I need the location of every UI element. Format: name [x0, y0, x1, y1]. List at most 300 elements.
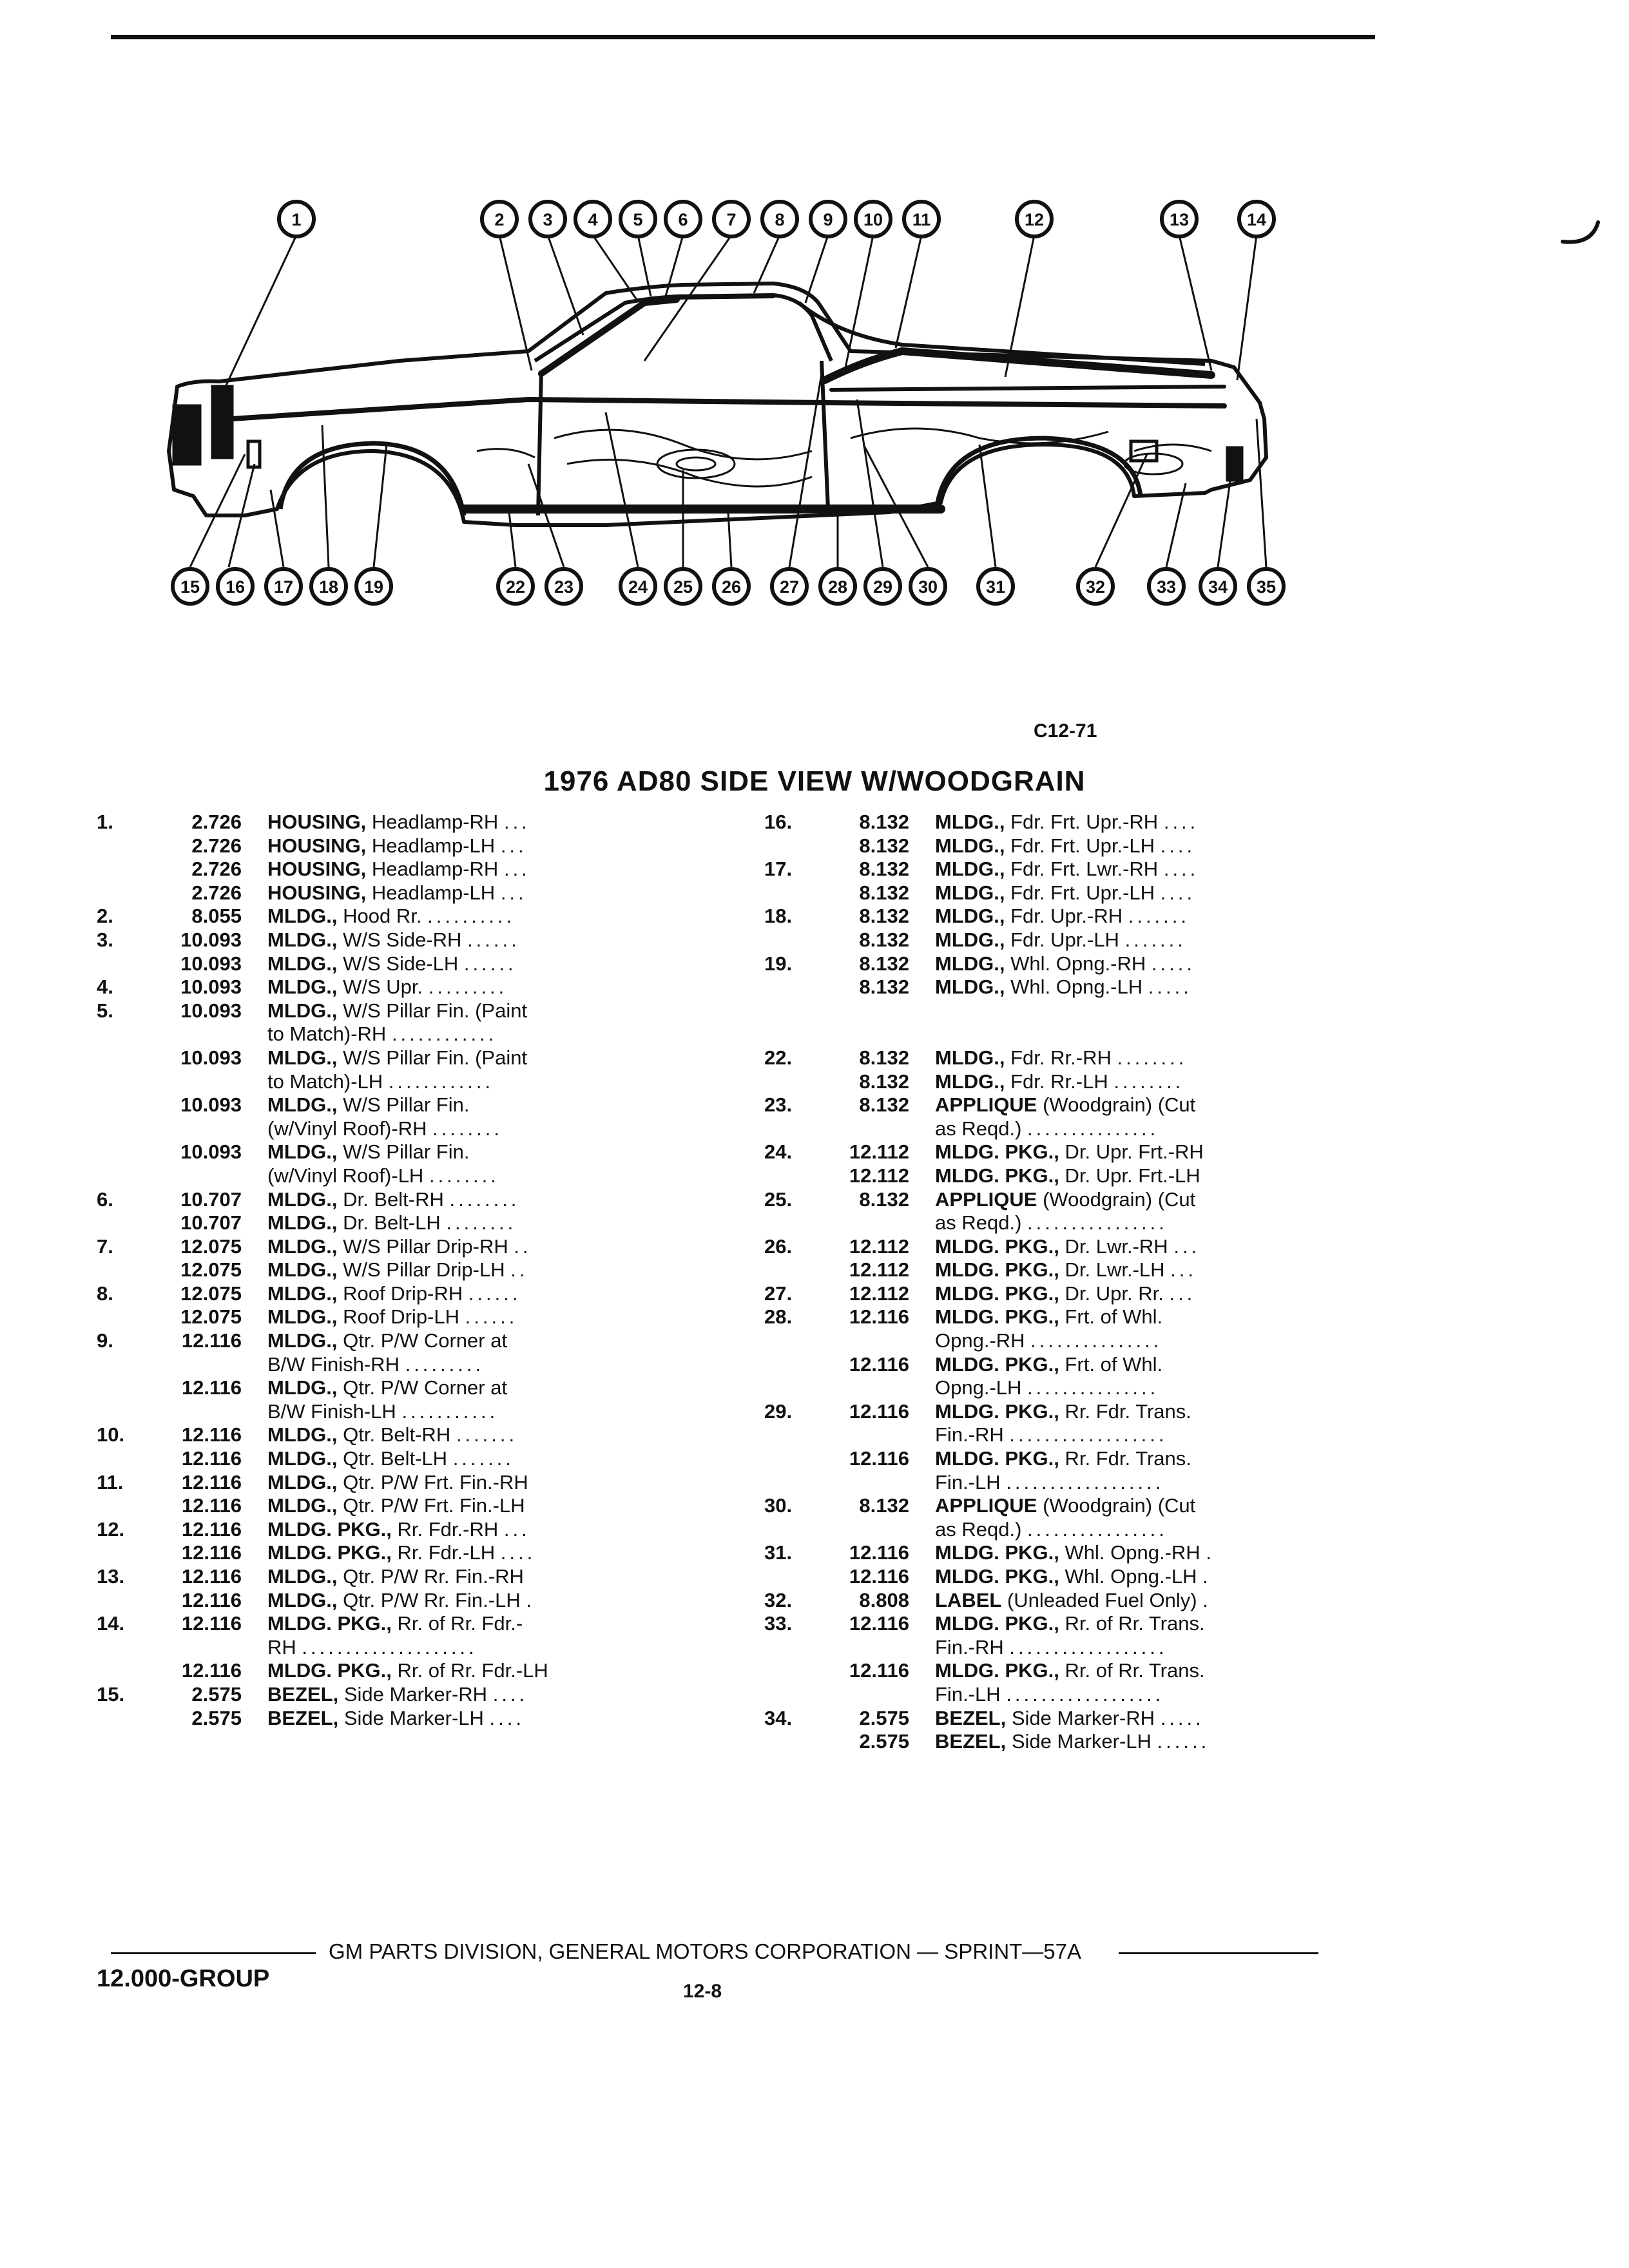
leader-dots: ..	[514, 1235, 532, 1258]
group-number: 12.112	[849, 1164, 909, 1187]
part-detail: Dr. Upr. Frt.-LH	[1065, 1164, 1200, 1187]
group-number: 12.116	[181, 1447, 242, 1470]
callout-8[interactable]	[762, 202, 797, 236]
svg-text:5: 5	[633, 210, 643, 229]
svg-text:30: 30	[918, 577, 938, 597]
group-number: 12.112	[849, 1235, 909, 1258]
part-detail: Qtr. P/W Frt. Fin.-RH	[343, 1470, 528, 1494]
part-detail: Rr. of Rr. Trans.	[1065, 1612, 1205, 1635]
part-detail: Qtr. P/W Frt. Fin.-LH	[343, 1494, 525, 1517]
part-description	[267, 1423, 517, 1447]
group-number: 12.116	[181, 1659, 242, 1682]
part-name: BEZEL,	[267, 1682, 339, 1706]
part-detail: (Unleaded Fuel Only)	[1007, 1588, 1197, 1611]
part-detail: Headlamp-LH	[371, 834, 496, 857]
part-name: MLDG. PKG.,	[267, 1517, 392, 1541]
part-description	[267, 1282, 521, 1306]
car-side-view-diagram	[0, 0, 1629, 644]
leader-dots: .	[1202, 1565, 1211, 1588]
part-description	[935, 1329, 1162, 1353]
group-number: 10.093	[180, 975, 242, 999]
part-detail: Fin.-RH	[935, 1423, 1004, 1446]
svg-text:27: 27	[779, 577, 800, 597]
part-detail: Headlamp-RH	[371, 811, 499, 833]
part-detail: Fdr. Upr.-LH	[1010, 928, 1119, 951]
group-number: 12.116	[181, 1494, 242, 1517]
svg-text:12: 12	[1024, 210, 1045, 229]
group-number: 12.116	[181, 1541, 242, 1564]
part-description	[935, 952, 1195, 976]
callout-18[interactable]	[311, 569, 346, 604]
part-detail: W/S Pillar Fin. (Paint	[343, 999, 528, 1022]
leader-dots: ....................	[302, 1635, 477, 1658]
part-detail: Frt. of Whl.	[1065, 1352, 1163, 1376]
group-number: 12.116	[849, 1659, 909, 1682]
part-detail: as Reqd.)	[935, 1211, 1022, 1235]
part-description	[267, 1707, 525, 1731]
ref-number: 9.	[97, 1329, 113, 1352]
part-description	[267, 1683, 528, 1707]
callout-17[interactable]	[266, 569, 301, 604]
group-number: 12.116	[181, 1612, 242, 1635]
part-name: APPLIQUE	[935, 1187, 1037, 1211]
callout-1[interactable]	[279, 202, 314, 236]
leader-dots: .......	[452, 1447, 514, 1470]
group-number: 2.575	[859, 1706, 909, 1729]
svg-text:9: 9	[823, 210, 833, 229]
callout-6[interactable]	[666, 202, 700, 236]
part-name: MLDG.,	[935, 952, 1005, 975]
part-description	[267, 1518, 530, 1542]
callout-24[interactable]	[621, 569, 655, 604]
woodgrain-pattern	[477, 428, 1211, 486]
group-number: 8.132	[859, 905, 909, 928]
footer-group: 12.000-GROUP	[97, 1965, 270, 1992]
part-name: MLDG. PKG.,	[267, 1612, 392, 1635]
callout-33[interactable]	[1149, 569, 1184, 604]
leader-dots: ...	[500, 834, 527, 857]
part-detail: Opng.-RH	[935, 1329, 1025, 1352]
svg-text:31: 31	[985, 577, 1006, 597]
callout-16[interactable]	[218, 569, 253, 604]
callout-13[interactable]	[1162, 202, 1197, 236]
part-name: HOUSING,	[267, 881, 367, 904]
page-number: 12-8	[683, 1981, 722, 2002]
group-number: 8.132	[859, 1494, 909, 1517]
part-detail: to Match)-LH	[267, 1070, 383, 1093]
group-number: 12.116	[849, 1612, 909, 1635]
ref-number: 18.	[764, 905, 793, 928]
callout-22[interactable]	[498, 569, 533, 604]
leader-dots: .......	[456, 1423, 518, 1446]
callout-25[interactable]	[666, 569, 700, 604]
part-name: HOUSING,	[267, 858, 367, 881]
ref-number: 2.	[97, 905, 113, 928]
leader-dots: ..................	[1006, 1682, 1164, 1706]
callout-2[interactable]	[482, 202, 517, 236]
part-description	[935, 1282, 1195, 1306]
callout-14[interactable]	[1239, 202, 1274, 236]
part-name: MLDG.,	[267, 1588, 338, 1611]
leader-dots: .........	[428, 975, 508, 999]
ref-number: 13.	[97, 1565, 125, 1588]
part-name: MLDG.,	[267, 1470, 338, 1494]
part-detail: Whl. Opng.-LH	[1065, 1565, 1197, 1588]
group-number: 2.575	[859, 1730, 909, 1753]
callout-23[interactable]	[546, 569, 581, 604]
callout-11[interactable]	[904, 202, 939, 236]
callout-10[interactable]	[856, 202, 891, 236]
part-detail: Roof Drip-RH	[343, 1282, 463, 1305]
leader-dots: ...	[1169, 1282, 1196, 1305]
part-description	[267, 1258, 528, 1282]
part-description	[267, 1541, 535, 1565]
part-detail: Whl. Opng.-RH	[1065, 1541, 1200, 1564]
svg-text:10: 10	[863, 210, 883, 229]
part-description	[935, 1305, 1162, 1329]
part-description	[267, 1447, 514, 1471]
part-description	[267, 1659, 548, 1683]
part-detail: (Woodgrain) (Cut	[1043, 1093, 1196, 1117]
part-description	[935, 1636, 1167, 1660]
part-description	[267, 1589, 535, 1613]
leader-dots: ........	[1113, 1070, 1184, 1093]
callout-34[interactable]	[1200, 569, 1235, 604]
leader-dots: .....	[1160, 1706, 1204, 1729]
svg-text:1: 1	[291, 210, 302, 229]
part-description	[267, 1023, 497, 1046]
group-number: 2.726	[191, 881, 242, 904]
leader-dots: ................	[1027, 1211, 1168, 1235]
part-detail: W/S Pillar Drip-RH	[343, 1235, 508, 1258]
part-name: MLDG.,	[267, 999, 338, 1022]
callout-27[interactable]	[772, 569, 807, 604]
part-detail: to Match)-RH	[267, 1023, 387, 1046]
part-detail: Fdr. Rr.-LH	[1010, 1070, 1108, 1093]
group-number: 8.132	[859, 858, 909, 881]
part-description	[935, 834, 1195, 858]
part-description	[935, 1659, 1205, 1683]
part-name: MLDG.,	[267, 928, 338, 951]
group-number: 10.093	[180, 1046, 242, 1069]
part-detail: Fin.-LH	[935, 1470, 1001, 1494]
callout-5[interactable]	[621, 202, 655, 236]
part-detail: Dr. Lwr.-LH	[1065, 1258, 1165, 1282]
leader-dots: ........	[1117, 1046, 1188, 1069]
part-description	[267, 1400, 498, 1424]
part-name: MLDG.,	[267, 1494, 338, 1517]
part-detail: Rr. of Rr. Trans.	[1065, 1659, 1205, 1682]
group-number: 10.707	[180, 1187, 242, 1211]
group-number: 10.707	[180, 1211, 242, 1235]
callout-32[interactable]	[1078, 569, 1113, 604]
svg-text:25: 25	[673, 577, 693, 597]
group-number: 12.112	[849, 1140, 909, 1164]
part-detail: Qtr. Belt-LH	[343, 1447, 448, 1470]
footer-rule-left	[111, 1952, 316, 1954]
part-detail: Rr. Fdr.-LH	[397, 1541, 496, 1564]
part-name: MLDG.,	[935, 905, 1005, 928]
part-description	[267, 1046, 527, 1070]
part-description	[267, 1471, 528, 1495]
ref-number: 11.	[97, 1470, 124, 1494]
leader-dots: ..........	[427, 905, 516, 928]
group-number: 8.132	[859, 1046, 909, 1069]
part-name: MLDG.,	[935, 1070, 1005, 1093]
group-number: 8.132	[859, 952, 909, 975]
svg-text:2: 2	[494, 210, 505, 229]
page-title: 1976 AD80 SIDE VIEW W/WOODGRAIN	[543, 765, 1086, 797]
part-description	[935, 1518, 1168, 1542]
part-name: MLDG.,	[267, 975, 338, 999]
ref-number: 34.	[764, 1706, 793, 1729]
leader-dots: ...............	[1027, 1117, 1159, 1140]
part-detail: W/S Pillar Fin.	[343, 1093, 470, 1117]
leader-dots: ...	[503, 811, 530, 833]
part-detail: RH	[267, 1635, 296, 1658]
part-detail: Whl. Opng.-LH	[1010, 975, 1143, 999]
group-number: 8.808	[859, 1588, 909, 1611]
svg-text:32: 32	[1085, 577, 1106, 597]
part-description	[935, 928, 1186, 952]
group-number: 10.093	[180, 1093, 242, 1117]
part-description	[267, 1235, 532, 1259]
leader-dots: .........	[405, 1352, 485, 1376]
part-description	[267, 811, 530, 834]
leader-dots: ....	[492, 1682, 528, 1706]
part-description	[267, 1093, 469, 1117]
group-number: 10.093	[180, 928, 242, 951]
part-description	[267, 1305, 517, 1329]
svg-text:22: 22	[505, 577, 526, 597]
svg-text:34: 34	[1208, 577, 1228, 597]
part-name: MLDG.,	[267, 1423, 338, 1446]
part-description	[935, 1423, 1167, 1447]
part-description	[935, 811, 1199, 834]
callout-9[interactable]	[811, 202, 845, 236]
part-name: MLDG.,	[267, 1235, 338, 1258]
part-detail: Side Marker-LH	[1011, 1730, 1152, 1753]
part-description	[935, 1376, 1159, 1400]
ref-number: 31.	[764, 1541, 793, 1564]
callout-4[interactable]	[575, 202, 610, 236]
group-number: 2.575	[191, 1706, 242, 1729]
ref-number: 29.	[764, 1399, 793, 1423]
part-detail: (Woodgrain) (Cut	[1043, 1494, 1196, 1517]
part-description	[267, 1636, 477, 1660]
part-description	[935, 1471, 1164, 1495]
part-detail: Qtr. P/W Corner at	[343, 1376, 508, 1399]
leader-dots: ...............	[1030, 1329, 1162, 1352]
leader-dots: ...	[503, 858, 530, 881]
part-name: MLDG.,	[935, 928, 1005, 951]
leader-dots: ........	[432, 1117, 503, 1140]
leader-dots: ......	[468, 1282, 521, 1305]
part-name: MLDG.,	[267, 1187, 338, 1211]
moldings	[232, 296, 1224, 509]
part-description	[935, 1211, 1168, 1235]
part-description	[935, 1447, 1191, 1471]
svg-text:23: 23	[554, 577, 574, 597]
callout-3[interactable]	[530, 202, 565, 236]
callout-28[interactable]	[820, 569, 855, 604]
group-number: 12.116	[181, 1517, 242, 1541]
leader-dots: ......	[1157, 1730, 1210, 1753]
part-name: APPLIQUE	[935, 1093, 1037, 1117]
part-detail: Fin.-LH	[935, 1682, 1001, 1706]
part-description	[267, 1565, 524, 1589]
ref-number: 32.	[764, 1588, 793, 1611]
part-description	[935, 1589, 1211, 1613]
callout-29[interactable]	[865, 569, 900, 604]
part-detail: W/S Pillar Fin. (Paint	[343, 1046, 528, 1069]
part-name: MLDG. PKG.,	[267, 1541, 392, 1564]
part-name: MLDG. PKG.,	[935, 1140, 1059, 1164]
group-number: 12.075	[180, 1282, 242, 1305]
svg-text:29: 29	[872, 577, 893, 597]
part-description	[935, 1707, 1204, 1731]
part-name: BEZEL,	[267, 1706, 339, 1729]
part-name: MLDG. PKG.,	[935, 1399, 1059, 1423]
part-detail: Qtr. P/W Corner at	[343, 1329, 508, 1352]
ref-number: 12.	[97, 1517, 125, 1541]
leader-dots: ..................	[1009, 1423, 1168, 1446]
part-detail: Fdr. Frt. Upr.-RH	[1010, 811, 1159, 833]
leader-dots: .....	[1148, 975, 1192, 999]
part-name: HOUSING,	[267, 811, 367, 833]
part-detail: Rr. Fdr.-RH	[397, 1517, 499, 1541]
part-name: MLDG. PKG.,	[267, 1659, 392, 1682]
leader-dots: ...	[1170, 1258, 1197, 1282]
callout-19[interactable]	[356, 569, 391, 604]
leader-dots: ......	[463, 952, 517, 975]
part-description	[935, 1093, 1195, 1117]
part-description	[935, 905, 1190, 928]
group-number: 12.112	[849, 1258, 909, 1282]
svg-text:18: 18	[318, 577, 339, 597]
part-description	[935, 1683, 1164, 1707]
svg-text:3: 3	[543, 210, 553, 229]
group-number: 10.093	[180, 952, 242, 975]
part-name: MLDG. PKG.,	[935, 1447, 1059, 1470]
callout-31[interactable]	[978, 569, 1013, 604]
group-number: 12.116	[181, 1376, 242, 1399]
part-detail: Whl. Opng.-RH	[1010, 952, 1146, 975]
group-number: 12.116	[849, 1447, 909, 1470]
leader-dots: .......	[1124, 928, 1186, 951]
part-description	[267, 858, 530, 881]
part-name: APPLIQUE	[935, 1494, 1037, 1517]
ref-number: 28.	[764, 1305, 793, 1329]
callout-30[interactable]	[911, 569, 945, 604]
group-number: 2.575	[191, 1682, 242, 1706]
part-name: MLDG. PKG.,	[935, 1612, 1059, 1635]
svg-text:16: 16	[225, 577, 246, 597]
part-description	[935, 1164, 1200, 1188]
group-number: 10.093	[180, 999, 242, 1022]
part-name: MLDG. PKG.,	[935, 1541, 1059, 1564]
part-name: BEZEL,	[935, 1730, 1007, 1753]
group-number: 8.132	[859, 975, 909, 999]
part-detail: Rr. of Rr. Fdr.-LH	[397, 1659, 548, 1682]
leader-dots: .	[526, 1588, 535, 1611]
leader-dots: ....	[1160, 834, 1196, 857]
ref-number: 16.	[764, 811, 793, 833]
part-name: MLDG.,	[935, 881, 1005, 904]
leader-dots: ...	[503, 1517, 530, 1541]
part-detail: Opng.-LH	[935, 1376, 1022, 1399]
part-detail: as Reqd.)	[935, 1117, 1022, 1140]
part-name: MLDG.,	[935, 975, 1005, 999]
group-number: 12.116	[849, 1352, 909, 1376]
leader-dots: ............	[391, 1023, 497, 1046]
part-detail: Qtr. P/W Rr. Fin.-LH	[343, 1588, 521, 1611]
part-detail: W/S Side-RH	[343, 928, 462, 951]
part-detail: Rr. of Rr. Fdr.-	[397, 1612, 523, 1635]
part-description	[935, 881, 1195, 905]
callout-12[interactable]	[1017, 202, 1052, 236]
svg-text:4: 4	[588, 210, 598, 229]
leader-dots: ....	[1163, 858, 1199, 881]
ref-number: 5.	[97, 999, 113, 1022]
part-detail: Side Marker-RH	[1011, 1706, 1155, 1729]
leader-dots: ...	[500, 881, 527, 904]
ref-number: 17.	[764, 858, 793, 881]
part-detail: Frt. of Whl.	[1065, 1305, 1163, 1329]
part-name: MLDG.,	[267, 1305, 338, 1329]
svg-text:14: 14	[1246, 210, 1267, 229]
part-detail: Side Marker-LH	[343, 1706, 484, 1729]
group-number: 2.726	[191, 834, 242, 857]
part-name: MLDG. PKG.,	[935, 1164, 1059, 1187]
leader-dots: ..	[510, 1258, 528, 1282]
part-name: MLDG.,	[267, 1282, 338, 1305]
leader-dots: ........	[449, 1187, 520, 1211]
callout-15[interactable]	[173, 569, 207, 604]
part-description	[935, 858, 1199, 881]
part-name: MLDG.,	[267, 905, 338, 928]
part-description	[267, 1164, 499, 1188]
footer-publisher: GM PARTS DIVISION, GENERAL MOTORS CORPORATION — SPRINT—57A	[329, 1939, 1082, 1963]
part-description	[935, 1188, 1195, 1212]
part-detail: W/S Pillar Fin.	[343, 1140, 470, 1164]
group-number: 12.116	[181, 1423, 242, 1446]
part-name: MLDG. PKG.,	[935, 1258, 1059, 1282]
figure-code: C12-71	[1034, 720, 1097, 742]
part-name: MLDG. PKG.,	[935, 1235, 1059, 1258]
part-description	[935, 1235, 1200, 1259]
leader-dots: ...	[1173, 1235, 1200, 1258]
part-detail: Qtr. Belt-RH	[343, 1423, 451, 1446]
part-detail: Qtr. P/W Rr. Fin.-RH	[343, 1565, 524, 1588]
part-description	[267, 1494, 525, 1518]
part-detail: Roof Drip-LH	[343, 1305, 460, 1329]
part-name: MLDG. PKG.,	[935, 1659, 1059, 1682]
part-description	[267, 905, 515, 928]
callout-7[interactable]	[714, 202, 749, 236]
part-name: MLDG. PKG.,	[935, 1352, 1059, 1376]
leader-dots: ........	[429, 1164, 499, 1187]
part-name: MLDG. PKG.,	[935, 1282, 1059, 1305]
ref-number: 3.	[97, 928, 113, 951]
part-detail: Dr. Lwr.-RH	[1065, 1235, 1168, 1258]
callout-26[interactable]	[714, 569, 749, 604]
group-number: 2.726	[191, 811, 242, 833]
group-number: 12.112	[849, 1282, 909, 1305]
part-description	[935, 1541, 1215, 1565]
callout-35[interactable]	[1249, 569, 1284, 604]
ref-number: 30.	[764, 1494, 793, 1517]
